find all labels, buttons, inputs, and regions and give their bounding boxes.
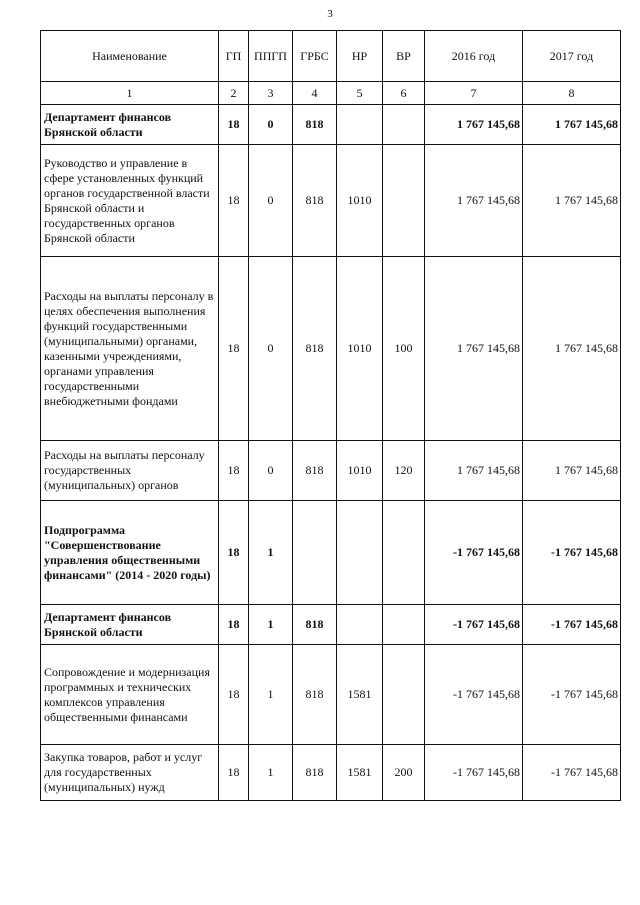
table-row	[41, 605, 621, 645]
row-ppgp: 0	[249, 441, 293, 501]
column-number: 2	[219, 82, 249, 105]
row-gp: 18	[219, 257, 249, 441]
row-gp: 18	[219, 605, 249, 645]
column-number: 3	[249, 82, 293, 105]
row-ppgp: 1	[249, 501, 293, 605]
row-name: Сопровождение и модернизация программных и технических комплексов управления общественными финансами	[41, 645, 219, 745]
table-row	[41, 257, 621, 441]
row-2016: -1 767 145,68	[425, 645, 523, 745]
row-name: Руководство и управление в сфере установленных функций органов государственной власти Брянской области и государственных органов Брянской области	[41, 145, 219, 257]
column-number: 5	[337, 82, 383, 105]
row-gp: 18	[219, 145, 249, 257]
row-ppgp: 0	[249, 257, 293, 441]
row-vr: 120	[383, 441, 425, 501]
row-2016: 1 767 145,68	[425, 105, 523, 145]
header-grbs: ГРБС	[293, 31, 337, 82]
row-gp: 18	[219, 645, 249, 745]
row-gp: 18	[219, 441, 249, 501]
row-grbs: 818	[293, 257, 337, 441]
row-ppgp: 1	[249, 645, 293, 745]
header-vr: ВР	[383, 31, 425, 82]
row-2017: -1 767 145,68	[523, 501, 621, 605]
row-grbs	[293, 501, 337, 605]
row-ppgp: 1	[249, 745, 293, 801]
column-numbers-row	[41, 82, 621, 105]
table-row	[41, 441, 621, 501]
row-2017: 1 767 145,68	[523, 145, 621, 257]
table-row	[41, 745, 621, 801]
row-2016: 1 767 145,68	[425, 257, 523, 441]
column-number: 8	[523, 82, 621, 105]
row-2017: 1 767 145,68	[523, 105, 621, 145]
row-name: Расходы на выплаты персоналу в целях обеспечения выполнения функций государственными (муниципальными) органами, казенными учреждениями, органами управления государственными внебюджетными фондами	[41, 257, 219, 441]
row-gp: 18	[219, 501, 249, 605]
header-2016: 2016 год	[425, 31, 523, 82]
row-2016: 1 767 145,68	[425, 441, 523, 501]
budget-table	[40, 30, 621, 801]
header-ppgp: ППГП	[249, 31, 293, 82]
row-name: Расходы на выплаты персоналу государственных (муниципальных) органов	[41, 441, 219, 501]
row-name: Подпрограмма "Совершенствование управления общественными финансами" (2014 - 2020 годы)	[41, 501, 219, 605]
row-nr: 1010	[337, 145, 383, 257]
row-2017: 1 767 145,68	[523, 441, 621, 501]
row-nr: 1010	[337, 257, 383, 441]
page-number: 3	[327, 8, 333, 20]
header-2017: 2017 год	[523, 31, 621, 82]
row-nr: 1581	[337, 745, 383, 801]
row-name: Департамент финансов Брянской области	[41, 605, 219, 645]
table-row	[41, 145, 621, 257]
row-gp: 18	[219, 105, 249, 145]
row-vr	[383, 105, 425, 145]
header-nr: НР	[337, 31, 383, 82]
column-number: 4	[293, 82, 337, 105]
row-2016: -1 767 145,68	[425, 605, 523, 645]
row-nr	[337, 501, 383, 605]
row-grbs: 818	[293, 105, 337, 145]
header-name: Наименование	[41, 31, 219, 82]
row-ppgp: 0	[249, 105, 293, 145]
row-nr	[337, 605, 383, 645]
row-vr	[383, 145, 425, 257]
row-2017: 1 767 145,68	[523, 257, 621, 441]
header-gp: ГП	[219, 31, 249, 82]
row-grbs: 818	[293, 441, 337, 501]
column-number: 6	[383, 82, 425, 105]
row-nr: 1581	[337, 645, 383, 745]
row-2016: -1 767 145,68	[425, 501, 523, 605]
row-gp: 18	[219, 745, 249, 801]
table-row	[41, 501, 621, 605]
row-grbs: 818	[293, 745, 337, 801]
table-row	[41, 105, 621, 145]
row-name: Департамент финансов Брянской области	[41, 105, 219, 145]
row-nr: 1010	[337, 441, 383, 501]
row-vr: 100	[383, 257, 425, 441]
row-vr	[383, 645, 425, 745]
row-nr	[337, 105, 383, 145]
row-grbs: 818	[293, 605, 337, 645]
row-grbs: 818	[293, 145, 337, 257]
row-name: Закупка товаров, работ и услуг для государственных (муниципальных) нужд	[41, 745, 219, 801]
row-grbs: 818	[293, 645, 337, 745]
row-2017: -1 767 145,68	[523, 605, 621, 645]
row-2016: -1 767 145,68	[425, 745, 523, 801]
header-row	[41, 31, 621, 82]
row-2017: -1 767 145,68	[523, 745, 621, 801]
row-ppgp: 1	[249, 605, 293, 645]
column-number: 7	[425, 82, 523, 105]
row-ppgp: 0	[249, 145, 293, 257]
row-2016: 1 767 145,68	[425, 145, 523, 257]
row-vr: 200	[383, 745, 425, 801]
table-row	[41, 645, 621, 745]
row-vr	[383, 501, 425, 605]
column-number: 1	[41, 82, 219, 105]
row-2017: -1 767 145,68	[523, 645, 621, 745]
row-vr	[383, 605, 425, 645]
